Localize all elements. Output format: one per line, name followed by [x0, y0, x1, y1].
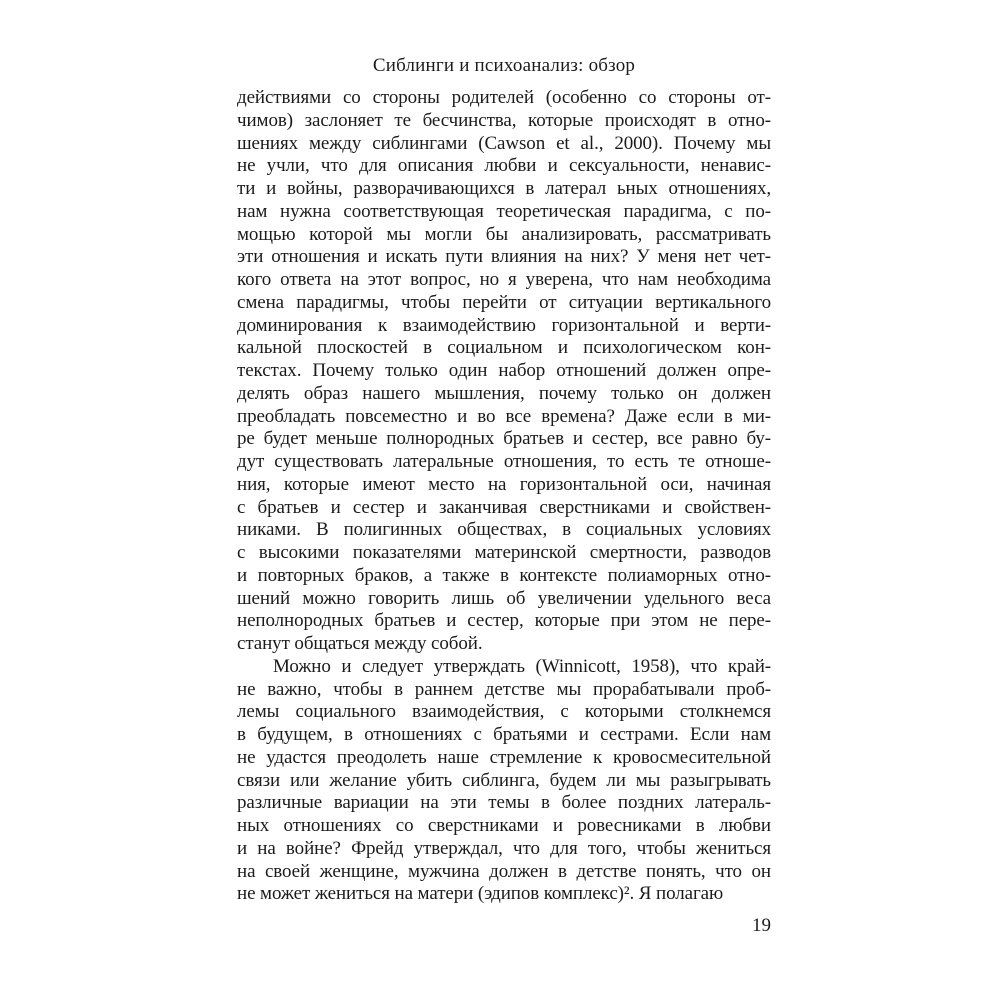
text-line: Можно и следует утверждать (Winnicott, 1958), что край- [273, 655, 771, 677]
text-line: эти отношения и искать пути влияния на них? У меня нет чет- [237, 246, 771, 268]
running-head: Сиблинги и психоанализ: обзор [372, 55, 636, 76]
text-line: и повторных браков, а также в контексте полиаморных отно- [237, 564, 771, 586]
text-line: различные вариации на эти темы в более поздних латераль- [237, 792, 771, 814]
page-number: 19 [752, 915, 771, 936]
text-line: нам нужна соответствующая теоретическая парадигма, с по- [237, 200, 771, 222]
text-line: мощью которой мы могли бы анализировать, рассматривать [237, 223, 771, 245]
text-line: не может жениться на матери (эдипов комплекс)². Я полагаю [237, 883, 724, 905]
text-line: текстах. Почему только один набор отношений должен опре- [237, 360, 771, 381]
text-line: делять образ нашего мышления, почему только он должен [237, 382, 771, 404]
text-line: никами. В полигинных обществах, в социальных условиях [237, 519, 771, 541]
text-line: действиями со стороны родителей (особенно со стороны от- [237, 87, 771, 108]
text-line: станут общаться между собой. [237, 633, 483, 654]
text-line: в будущем, в отношениях с братьями и сестрами. Если нам [237, 724, 771, 745]
text-line: ных отношениях со сверстниками и ровесниками в любви [237, 815, 771, 836]
text-line: шений можно говорить лишь об увеличении удельного веса [237, 587, 771, 609]
text-line: не учли, что для описания любви и сексуальности, ненавис- [237, 155, 771, 177]
text-line: смена парадигмы, чтобы перейти от ситуации вертикального [237, 291, 771, 313]
text-line: и на войне? Фрейд утверждал, что для того, чтобы жениться [237, 837, 771, 859]
text-line: доминирования к взаимодействию горизонтальной и верти- [237, 314, 771, 336]
text-line: неполнородных братьев и сестер, которые при этом не пере- [237, 610, 771, 632]
text-line: связи или желание убить сиблинга, будем ли мы разыгрывать [237, 769, 771, 791]
text-line: кого ответа на этот вопрос, но я уверена, что нам необходима [237, 269, 771, 290]
text-line: преобладать повсеместно и во все времена? Даже если в ми- [237, 405, 771, 427]
text-line: ре будет меньше полнородных братьев и сестер, все равно бу- [237, 428, 771, 450]
text-line: шениях между сиблингами (Cawson et al., 2000). Почему мы [237, 132, 771, 154]
text-line: не удастся преодолеть наше стремление к кровосмесительной [237, 746, 771, 768]
text-line: с братьев и сестер и заканчивая сверстниками и свойствен- [237, 496, 771, 518]
text-line: на своей женщине, мужчина должен в детстве понять, что он [237, 860, 771, 882]
text-line: кальной плоскостей в социальном и психологическом кон- [237, 337, 771, 359]
body-text [237, 87, 771, 906]
text-line: чимов) заслоняет те бесчинства, которые происходят в отно- [237, 109, 771, 131]
text-line: не важно, чтобы в раннем детстве мы прорабатывали проб- [237, 678, 771, 700]
text-line: с высокими показателями материнской смертности, разводов [237, 542, 771, 563]
text-line: ти и войны, разворачивающихся в латерал ьных отношениях, [237, 178, 771, 199]
text-line: ния, которые имеют место на горизонтальной оси, начиная [237, 473, 771, 495]
text-block [237, 55, 771, 937]
text-line: дут существовать латеральные отношения, то есть те отноше- [237, 451, 771, 472]
text-line: лемы социального взаимодействия, с которыми столкнемся [237, 701, 771, 723]
